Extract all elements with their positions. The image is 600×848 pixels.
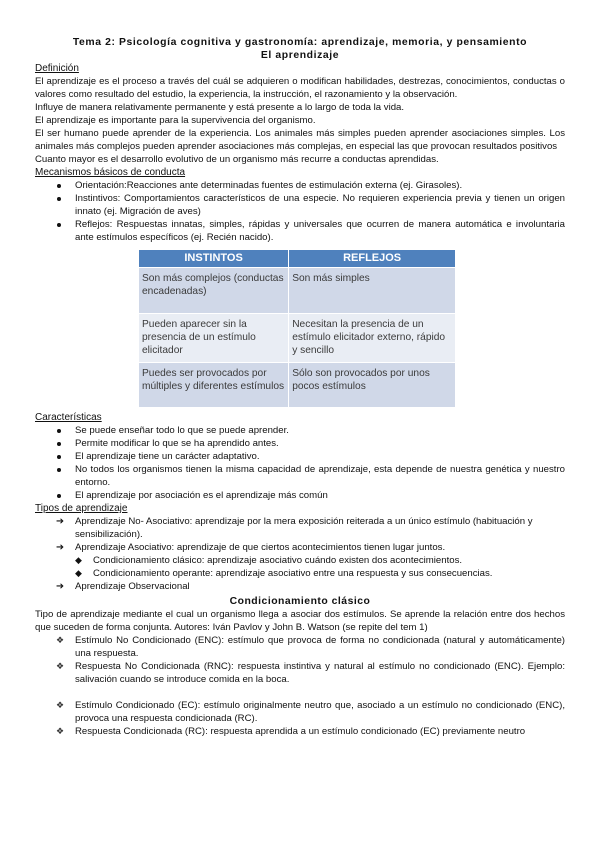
table-cell: Sólo son provocados por unos pocos estímulos [289,362,455,407]
diamond-icon: ◆ [75,555,82,565]
list-item: Orientación:Reacciones ante determinadas fuentes de estimulación externa (ej. Girasoles). [35,179,565,192]
list-item [35,541,565,580]
condicionamiento-intro: Tipo de aprendizaje mediante el cual un organismo llega a asociar dos estímulos. Se aprende la relación entre dos hechos que suceden de forma conjunta. Autores: Iván Pavlov y John B. Watson (se repite del tem 1) [35,609,565,633]
mecanismos-list [35,179,565,244]
table-row [139,267,455,313]
list-item: Permite modificar lo que se ha aprendido antes. [35,437,565,450]
diamond-icon: ◆ [75,568,82,578]
sublist-item [75,554,565,567]
list-item-text: Aprendizaje No- Asociativo: aprendizaje por la mera exposición reiterada a un único estímulo (habituación y sensibilización). [75,516,533,540]
list-item: Se puede enseñar todo lo que se puede aprender. [35,424,565,437]
list-item: No todos los organismos tienen la misma capacidad de aprendizaje, esta depende de nuestra genética y nuestro entorno. [35,463,565,489]
arrow-icon: ➔ [56,581,65,592]
list-item-text: Respuesta Condicionada (RC): respuesta aprendida a un estímulo condicionado (EC) previamente neutro [75,726,526,737]
list-item: Reflejos: Respuestas innatas, simples, rápidas y universales que ocurren de manera automática e involuntaria ante estímulos específicos (ej. Recién nacido). [35,218,565,244]
list-item [35,515,565,541]
table-header-reflejos: REFLEJOS [289,250,455,267]
definicion-paragraph: Influye de manera relativamente permanente y está presente a lo largo de toda la vida. [35,102,405,113]
document-subtitle: El aprendizaje [260,50,340,61]
arrow-icon: ➔ [56,516,65,527]
mecanismos-heading: Mecanismos básicos de conducta [35,167,186,178]
caracteristicas-list [35,424,565,502]
table-cell: Son más complejos (conductas encadenadas) [139,267,289,313]
table-row [139,313,455,362]
list-item: El aprendizaje tiene un carácter adaptativo. [35,450,565,463]
instintos-reflejos-table [139,250,455,407]
four-diamond-icon: ❖ [56,635,65,645]
definicion-paragraph: El ser humano puede aprender de la experiencia. Los animales más simples pueden aprender asociaciones simples. Los animales más complejos pueden aprender asociaciones más complejas, en especial las que provocan resultados positivos [35,128,565,152]
sublist-item [75,567,565,580]
sublist-item-text: Condicionamiento clásico: aprendizaje asociativo cuándo existen dos acontecimientos. [93,555,463,566]
condicionamiento-list [35,634,565,738]
list-item [35,580,565,593]
list-item [35,634,565,660]
list-item-text: Aprendizaje Observacional [75,581,190,592]
list-item-text: Respuesta No Condicionada (RNC): respuesta instintiva y natural al estímulo no condicionado (ENC). Ejemplo: salivación cuando se introduce comida en la boca. [75,661,565,685]
condicionamiento-heading: Condicionamiento clásico [229,596,371,607]
four-diamond-icon: ❖ [56,726,65,736]
four-diamond-icon: ❖ [56,661,65,671]
definicion-paragraph: Cuanto mayor es el desarrollo evolutivo de un organismo más recurre a conductas aprendidas. [35,154,439,165]
arrow-icon: ➔ [56,542,65,553]
document-content [35,36,565,738]
spacer [35,686,565,699]
list-item-text: Estímulo Condicionado (EC): estímulo originalmente neutro que, asociado a un estímulo no condicionado (ENC), provoca una respuesta condicionada (RC). [75,700,565,724]
list-item-text: Estímulo No Condicionado (ENC): estímulo que provoca de forma no condicionada (natural y automáticamente) una respuesta. [75,635,565,659]
four-diamond-icon: ❖ [56,700,65,710]
tipos-heading: Tipos de aprendizaje [35,503,128,514]
list-item-text: Aprendizaje Asociativo: aprendizaje de que ciertos acontecimientos tienen lugar juntos. [75,542,446,553]
caracteristicas-heading: Características [35,412,102,423]
sublist-item-text: Condicionamiento operante: aprendizaje asociativo entre una respuesta y sus consecuencias. [93,568,493,579]
table-cell: Son más simples [289,267,455,313]
table-cell: Necesitan la presencia de un estímulo elicitador externo, rápido y sencillo [289,313,455,362]
list-item [35,699,565,725]
definicion-heading: Definición [35,63,79,74]
table-header-instintos: INSTINTOS [139,250,289,267]
list-item [35,725,565,738]
document-title: Tema 2: Psicología cognitiva y gastronomía: aprendizaje, memoria, y pensamiento [72,37,528,48]
list-item: Instintivos: Comportamientos característicos de una especie. No requieren experiencia previa y tienen un origen innato (ej. Migración de aves) [35,192,565,218]
table-cell: Puedes ser provocados por múltiples y diferentes estímulos [139,362,289,407]
list-item: El aprendizaje por asociación es el aprendizaje más común [35,489,565,502]
definicion-paragraph: El aprendizaje es importante para la supervivencia del organismo. [35,115,316,126]
tipos-list [35,515,565,593]
table-cell: Pueden aparecer sin la presencia de un estímulo elicitador [139,313,289,362]
asociativo-sublist [75,554,565,580]
definicion-paragraph: El aprendizaje es el proceso a través del cuál se adquieren o modifican habilidades, destrezas, conocimientos, conductas o valores como resultado del estudio, la experiencia, la instrucción, el razonamiento y la observación. [35,76,565,100]
table-row [139,362,455,407]
list-item [35,660,565,686]
